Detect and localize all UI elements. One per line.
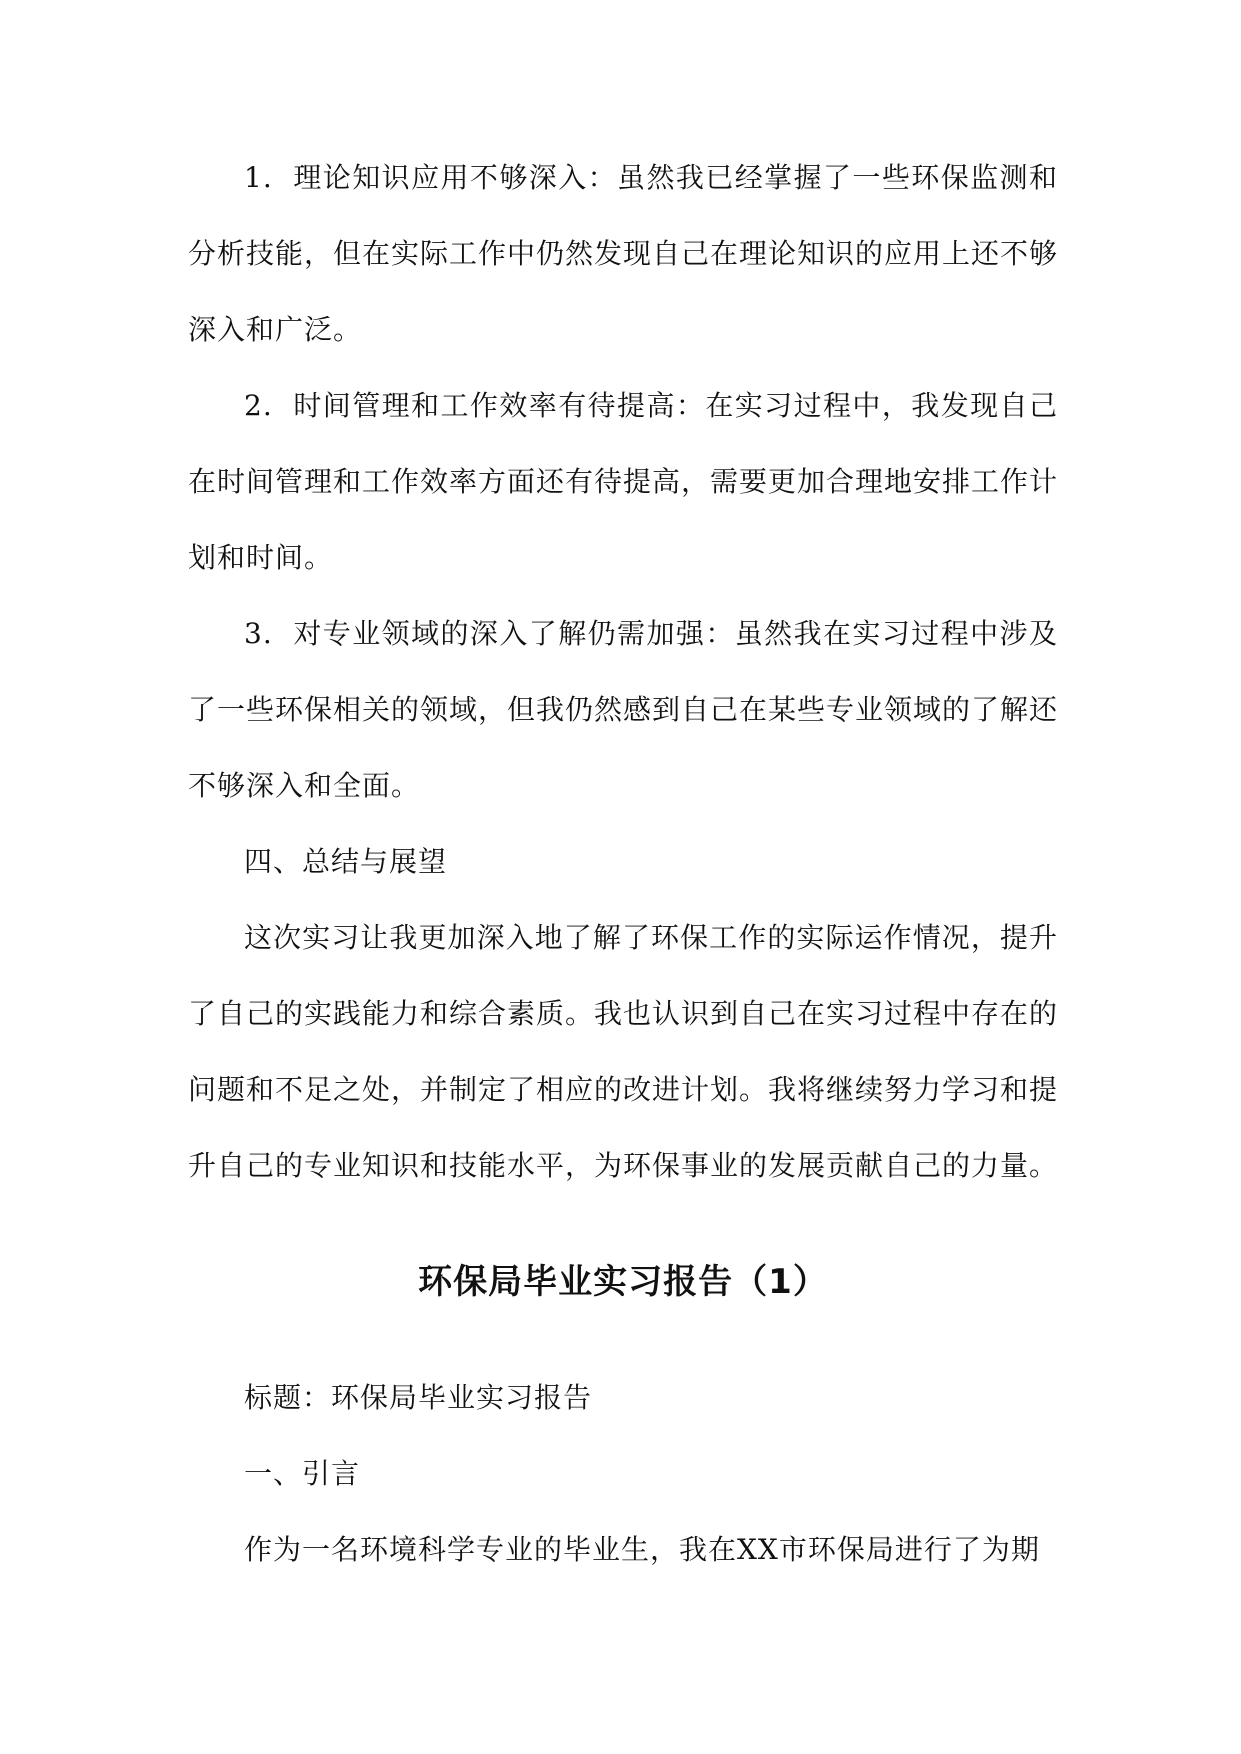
list-item-3 <box>188 596 1058 824</box>
summary-paragraph: 这次实习让我更加深入地了解了环保工作的实际运作情况，提升了自己的实践能力和综合素质。我也认识到自己在实习过程中存在的问题和不足之处，并制定了相应的改进计划。我将继续努力学习和提升自己的专业知识和技能水平，为环保事业的发展贡献自己的力量。 <box>188 921 1059 1182</box>
list-item-2-number: 2. <box>244 389 273 422</box>
report-title: 环保局毕业实习报告（1） <box>418 1262 828 1302</box>
list-item-1-number: 1. <box>244 161 273 194</box>
intro-paragraph: 作为一名环境科学专业的毕业生，我在XX市环保局进行了为期 <box>244 1533 1040 1566</box>
report-subtitle-line: 标题：环保局毕业实习报告 <box>244 1381 593 1414</box>
section-heading-summary: 四、总结与展望 <box>244 845 448 878</box>
document-body <box>188 140 1058 1588</box>
list-item-3-number: 3. <box>244 617 273 650</box>
list-item-1 <box>188 140 1058 368</box>
list-item-3-text: 对专业领域的深入了解仍需加强：虽然我在实习过程中涉及了一些环保相关的领域，但我仍然感到自己在某些专业领域的了解还不够深入和全面。 <box>188 617 1059 802</box>
list-item-2-text: 时间管理和工作效率有待提高：在实习过程中，我发现自己在时间管理和工作效率方面还有待提高，需要更加合理地安排工作计划和时间。 <box>188 389 1059 574</box>
list-item-2 <box>188 368 1058 596</box>
list-item-1-text: 理论知识应用不够深入：虽然我已经掌握了一些环保监测和分析技能，但在实际工作中仍然发现自己在理论知识的应用上还不够深入和广泛。 <box>188 161 1059 346</box>
section-heading-introduction: 一、引言 <box>244 1457 361 1490</box>
